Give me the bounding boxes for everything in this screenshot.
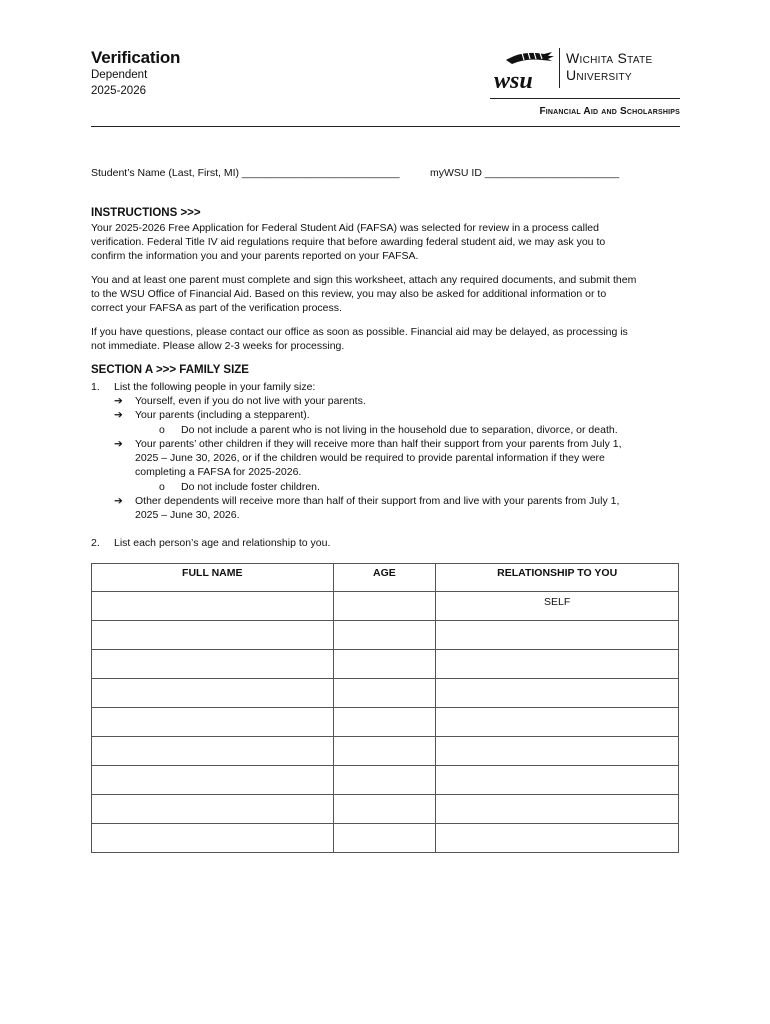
relationship-cell[interactable]: [436, 737, 679, 766]
text-line: If you have questions, please contact our office as soon as possible. Financial aid may be delayed, as processing is: [91, 326, 628, 338]
bullet-3-text-line1: Your parents’ other children if they will receive more than half their support from your parents from July 1,: [135, 438, 622, 450]
mywsu-id-field[interactable]: myWSU ID _______________________: [430, 167, 620, 179]
sub-bullet-marker: o: [159, 424, 165, 436]
age-cell[interactable]: [333, 766, 436, 795]
department-name: Financial Aid and Scholarships: [539, 106, 680, 117]
logo-mark-text: wsu: [494, 68, 533, 92]
sub-bullet-marker: o: [159, 481, 165, 493]
full-name-cell[interactable]: [92, 766, 334, 795]
age-cell[interactable]: [333, 824, 436, 853]
wsu-logo: [490, 44, 680, 120]
age-cell[interactable]: [333, 708, 436, 737]
arrow-icon: ➔: [114, 438, 123, 450]
age-cell[interactable]: [333, 592, 436, 621]
table-row: [92, 737, 679, 766]
item-2-number: 2.: [91, 537, 100, 549]
relationship-cell[interactable]: [436, 621, 679, 650]
instructions-paragraph-3: [91, 325, 681, 353]
section-a-heading: SECTION A >>> FAMILY SIZE: [91, 364, 249, 376]
age-cell[interactable]: [333, 679, 436, 708]
aid-year: 2025-2026: [91, 85, 146, 97]
text-line: You and at least one parent must complete and sign this worksheet, attach any required documents, and submit them: [91, 274, 637, 286]
bullet-3-sub-text: Do not include foster children.: [181, 481, 320, 493]
item-2-text: List each person’s age and relationship to you.: [114, 537, 331, 549]
bullet-4-text-line1: Other dependents will receive more than half of their support from and live with your parents from July 1,: [135, 495, 620, 507]
column-header-relationship: RELATIONSHIP TO YOU: [436, 564, 679, 592]
table-row: [92, 592, 679, 621]
age-cell[interactable]: [333, 795, 436, 824]
form-type: Dependent: [91, 69, 148, 81]
bullet-4-text-line2: 2025 – June 30, 2026.: [135, 509, 240, 521]
table-row: [92, 708, 679, 737]
full-name-cell[interactable]: [92, 737, 334, 766]
full-name-cell[interactable]: [92, 679, 334, 708]
university-name: [566, 50, 652, 84]
full-name-cell[interactable]: [92, 621, 334, 650]
age-cell[interactable]: [333, 650, 436, 679]
relationship-cell[interactable]: [436, 679, 679, 708]
bullet-3-text-line2: 2025 – June 30, 2026, or if the children would be required to provide parental information if they were: [135, 452, 605, 464]
relationship-cell[interactable]: [436, 708, 679, 737]
university-line1: Wichita State: [566, 50, 653, 66]
item-1-text: List the following people in your family size:: [114, 381, 316, 393]
age-cell[interactable]: [333, 737, 436, 766]
arrow-icon: ➔: [114, 409, 123, 421]
text-line: to the WSU Office of Financial Aid. Based on this review, you may also be asked for additional information or to: [91, 288, 607, 301]
column-header-full-name: FULL NAME: [92, 564, 334, 592]
relationship-cell[interactable]: SELF: [436, 592, 679, 621]
text-line: correct your FAFSA as part of the verification process.: [91, 302, 342, 315]
full-name-cell[interactable]: [92, 592, 334, 621]
full-name-cell[interactable]: [92, 708, 334, 737]
table-row: [92, 679, 679, 708]
relationship-cell[interactable]: [436, 824, 679, 853]
item-1-number: 1.: [91, 381, 100, 393]
column-header-age: AGE: [333, 564, 436, 592]
university-line2: University: [566, 67, 632, 83]
arrow-icon: ➔: [114, 495, 123, 507]
wsu-shocker-icon: [492, 48, 556, 92]
page-title: Verification: [91, 48, 181, 67]
student-name-field[interactable]: Student’s Name (Last, First, MI) ___________________________: [91, 167, 400, 179]
text-line: Your 2025-2026 Free Application for Federal Student Aid (FAFSA) was selected for review in a process called: [91, 222, 599, 234]
arrow-icon: ➔: [114, 395, 123, 407]
bullet-1-text: Yourself, even if you do not live with your parents.: [135, 395, 366, 407]
header-divider: [91, 126, 680, 127]
bullet-2-text: Your parents (including a stepparent).: [135, 409, 310, 421]
instructions-heading: INSTRUCTIONS >>>: [91, 207, 201, 219]
table-header-row: [92, 564, 679, 592]
full-name-cell[interactable]: [92, 795, 334, 824]
table-row: [92, 621, 679, 650]
table-row: [92, 766, 679, 795]
family-size-table: [91, 563, 679, 853]
text-line: confirm the information you and your parents reported on your FAFSA.: [91, 250, 419, 263]
relationship-cell[interactable]: [436, 650, 679, 679]
table-row: [92, 795, 679, 824]
text-line: not immediate. Please allow 2-3 weeks for processing.: [91, 340, 345, 353]
relationship-cell[interactable]: [436, 766, 679, 795]
instructions-paragraph-2: [91, 273, 681, 316]
age-cell[interactable]: [333, 621, 436, 650]
table-row: [92, 824, 679, 853]
bullet-2-sub-text: Do not include a parent who is not living in the household due to separation, divorce, or death.: [181, 424, 618, 436]
instructions-paragraph-1: [91, 221, 681, 264]
full-name-cell[interactable]: [92, 824, 334, 853]
bullet-3-text-line3: completing a FAFSA for 2025-2026.: [135, 466, 302, 478]
relationship-cell[interactable]: [436, 795, 679, 824]
logo-rule: [490, 98, 680, 99]
full-name-cell[interactable]: [92, 650, 334, 679]
text-line: verification. Federal Title IV aid regulations require that before awarding federal student aid, we may ask you to: [91, 236, 606, 249]
logo-divider: [559, 48, 560, 88]
table-row: [92, 650, 679, 679]
